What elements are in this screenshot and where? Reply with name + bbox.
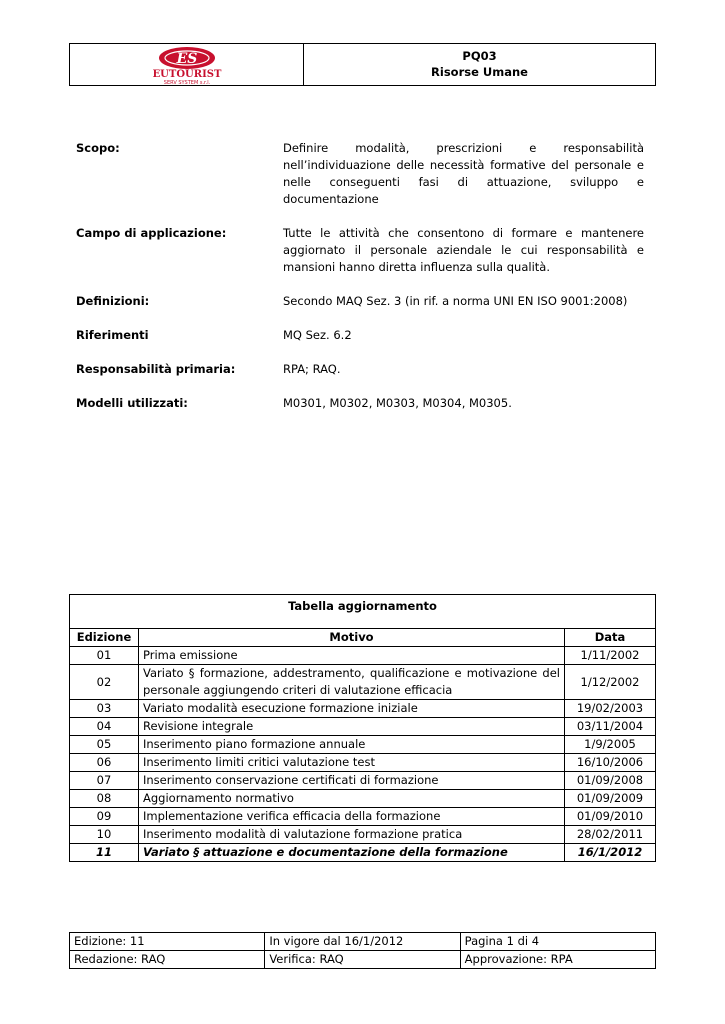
date-cell: 01/09/2010 xyxy=(565,808,656,826)
header-reason: Motivo xyxy=(139,629,565,647)
table-row xyxy=(70,665,656,700)
edition-cell: 08 xyxy=(70,790,139,808)
edition-cell: 03 xyxy=(70,700,139,718)
table-row xyxy=(70,718,656,736)
company-logo xyxy=(70,44,304,85)
update-table-title: Tabella aggiornamento xyxy=(70,595,656,629)
footer-edition: Edizione: 11 xyxy=(70,933,265,951)
reason-cell: Aggiornamento normativo xyxy=(139,790,565,808)
info-row xyxy=(76,395,644,412)
reason-cell: Prima emissione xyxy=(139,647,565,665)
info-label: Riferimenti xyxy=(76,328,149,342)
update-table-header xyxy=(70,629,656,647)
edition-cell: 06 xyxy=(70,754,139,772)
reason-cell: Variato modalità esecuzione formazione iniziale xyxy=(139,700,565,718)
edition-cell: 01 xyxy=(70,647,139,665)
edition-cell: 11 xyxy=(70,844,139,862)
edition-cell: 10 xyxy=(70,826,139,844)
date-cell: 28/02/2011 xyxy=(565,826,656,844)
info-row xyxy=(76,140,644,208)
edition-cell: 05 xyxy=(70,736,139,754)
date-cell: 16/1/2012 xyxy=(565,844,656,862)
info-row xyxy=(76,225,644,276)
table-row xyxy=(70,700,656,718)
table-row xyxy=(70,647,656,665)
reason-cell: Inserimento limiti critici valutazione test xyxy=(139,754,565,772)
document-footer xyxy=(69,932,656,969)
reason-cell: Implementazione verifica efficacia della formazione xyxy=(139,808,565,826)
svg-text:EUTOURIST: EUTOURIST xyxy=(152,68,221,80)
footer-page: Pagina 1 di 4 xyxy=(460,933,655,951)
reason-cell: Inserimento modalità di valutazione formazione pratica xyxy=(139,826,565,844)
date-cell: 1/11/2002 xyxy=(565,647,656,665)
info-value: Tutte le attività che consentono di formare e mantenere aggiornato il personale aziendale le cui responsabilità e mansioni hanno diretta influenza sulla qualità. xyxy=(283,226,644,274)
info-value: Definire modalità, prescrizioni e responsabilità nell’individuazione delle necessità formative del personale e nelle conseguenti fasi di attuazione, sviluppo e documentazione xyxy=(283,141,644,206)
eutourist-logo-icon xyxy=(137,45,237,85)
header-edition: Edizione xyxy=(70,629,139,647)
edition-cell: 07 xyxy=(70,772,139,790)
svg-text:SERV SYSTEM s.r.l.: SERV SYSTEM s.r.l. xyxy=(163,79,210,85)
update-table xyxy=(69,594,656,862)
table-row xyxy=(70,808,656,826)
edition-cell: 09 xyxy=(70,808,139,826)
info-value: RPA; RAQ. xyxy=(283,362,341,376)
reason-cell: Variato § formazione, addestramento, qualificazione e motivazione del personale aggiungendo criteri di valutazione efficacia xyxy=(139,665,565,700)
svg-text:ES: ES xyxy=(176,50,197,67)
info-label: Modelli utilizzati: xyxy=(76,396,188,410)
info-value: MQ Sez. 6.2 xyxy=(283,328,352,342)
table-row xyxy=(70,844,656,862)
info-label: Responsabilità primaria: xyxy=(76,362,236,376)
table-row xyxy=(70,754,656,772)
info-label: Scopo: xyxy=(76,141,120,155)
document-header xyxy=(69,43,656,86)
table-row xyxy=(70,772,656,790)
date-cell: 19/02/2003 xyxy=(565,700,656,718)
document-title: Risorse Umane xyxy=(431,65,528,79)
info-label: Definizioni: xyxy=(76,294,150,308)
date-cell: 01/09/2009 xyxy=(565,790,656,808)
reason-cell: Revisione integrale xyxy=(139,718,565,736)
info-row xyxy=(76,293,644,310)
document-code-block xyxy=(304,44,655,85)
date-cell: 03/11/2004 xyxy=(565,718,656,736)
date-cell: 01/09/2008 xyxy=(565,772,656,790)
reason-cell: Inserimento conservazione certificati di formazione xyxy=(139,772,565,790)
table-row xyxy=(70,826,656,844)
edition-cell: 02 xyxy=(70,665,139,700)
edition-cell: 04 xyxy=(70,718,139,736)
header-date: Data xyxy=(565,629,656,647)
footer-verification: Verifica: RAQ xyxy=(265,951,460,969)
info-label: Campo di applicazione: xyxy=(76,226,227,240)
footer-drafting: Redazione: RAQ xyxy=(70,951,265,969)
info-row xyxy=(76,361,644,378)
footer-in-force: In vigore dal 16/1/2012 xyxy=(265,933,460,951)
table-row xyxy=(70,790,656,808)
table-row xyxy=(70,736,656,754)
footer-approval: Approvazione: RPA xyxy=(460,951,655,969)
document-code: PQ03 xyxy=(462,49,497,63)
date-cell: 16/10/2006 xyxy=(565,754,656,772)
reason-cell: Inserimento piano formazione annuale xyxy=(139,736,565,754)
date-cell: 1/12/2002 xyxy=(565,665,656,700)
procedure-info xyxy=(76,140,644,429)
reason-cell: Variato § attuazione e documentazione della formazione xyxy=(139,844,565,862)
info-value: Secondo MAQ Sez. 3 (in rif. a norma UNI EN ISO 9001:2008) xyxy=(283,294,628,308)
date-cell: 1/9/2005 xyxy=(565,736,656,754)
info-row xyxy=(76,327,644,344)
info-value: M0301, M0302, M0303, M0304, M0305. xyxy=(283,396,512,410)
